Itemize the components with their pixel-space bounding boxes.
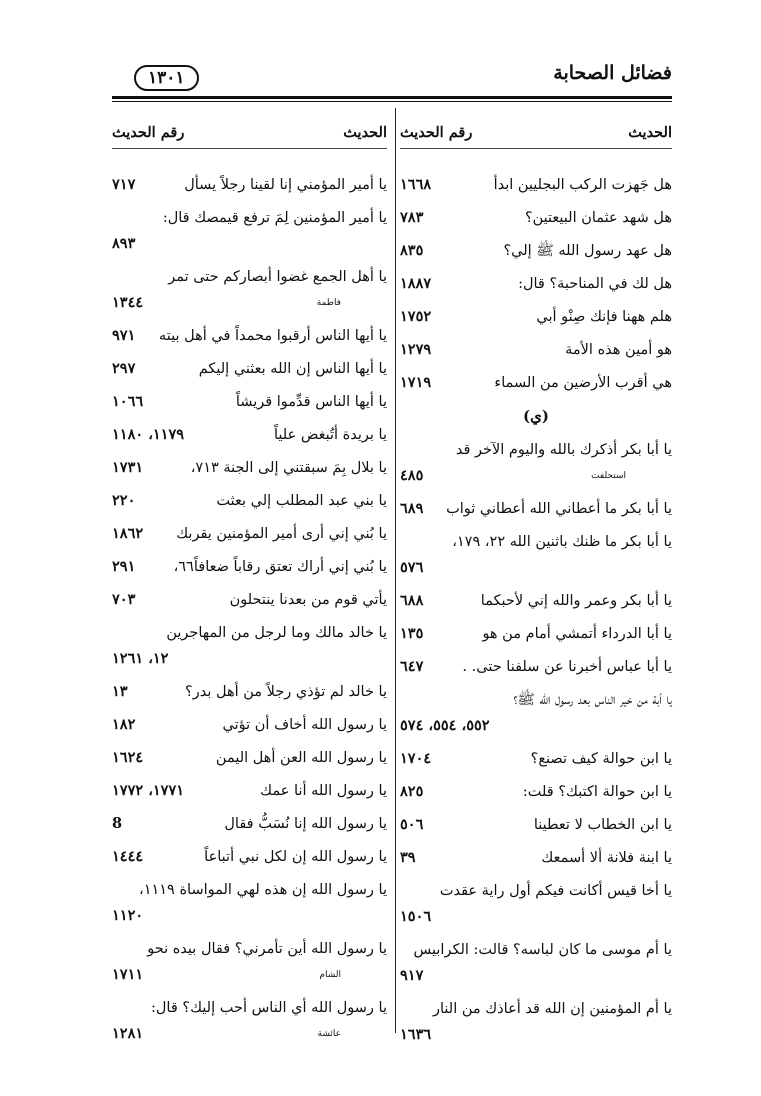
index-entry [400, 937, 672, 989]
index-entry [400, 238, 672, 264]
hadith-text: يا بلال بِمَ سبقتني إلى الجنة ٧١٣، [190, 460, 387, 476]
index-entry [112, 205, 387, 257]
hadith-number: ١٢٧٩ [400, 341, 432, 358]
hadith-text: يا رسول الله أخاف أن تؤتي [222, 717, 387, 733]
hadith-text: يا رسول الله أنا عمك [260, 783, 387, 799]
index-entry [400, 529, 672, 581]
index-column-right [400, 118, 672, 1055]
index-entry [112, 995, 387, 1047]
hadith-text: يا أبة من خير الناس بعد رسول الله ﷺ؟ [513, 692, 672, 708]
hadith-text: يا أهل الجمع غضوا أبصاركم حتى تمر [168, 269, 387, 285]
hadith-number: 8 [112, 815, 123, 832]
index-entry [112, 521, 387, 547]
hadith-text: يا رسول الله العن أهل اليمن [215, 750, 387, 766]
book-title: فضائل الصحابة [553, 62, 672, 84]
heading-number: رقم الحديث [112, 124, 185, 141]
hadith-text: يا رسول الله أين تأمرني؟ فقال بيده نحو [147, 941, 387, 957]
index-entry [400, 588, 672, 614]
heading-hadith: الحديث [343, 124, 387, 141]
hadith-text: هل جَهزت الركب البجليين ابدأ [493, 177, 672, 193]
hadith-number: ٧٠٣ [112, 591, 136, 608]
hadith-number: ٧١٧ [112, 176, 136, 193]
index-entry [112, 712, 387, 738]
hadith-number: ١٢، ١٢٦١ [112, 650, 169, 667]
hadith-text: هل شهد عثمان البيعتين؟ [524, 210, 672, 226]
index-entry [112, 554, 387, 580]
hadith-number: ١٧١٩ [400, 374, 432, 391]
hadith-number: ٣٩ [400, 849, 416, 866]
hadith-number: ١٢٨١ [112, 1025, 144, 1042]
hadith-text: يا ابن حوالة كيف تصنع؟ [530, 751, 672, 767]
hadith-text: يا أيها الناس قدِّموا قريشاً [235, 394, 387, 410]
hadith-text: يا رسول الله إنا نُسَبُّ فقال [224, 816, 387, 832]
index-entry [112, 587, 387, 613]
hadith-text: يا أيها الناس إن الله بعثني إليكم [198, 361, 387, 377]
hadith-number: ٥٧٦ [400, 559, 424, 576]
index-entry [400, 437, 672, 489]
index-entry [112, 172, 387, 198]
index-entry [400, 845, 672, 871]
column-header [112, 118, 387, 148]
entry-list [112, 172, 387, 1047]
index-entry [400, 878, 672, 930]
index-entry [400, 746, 672, 772]
index-entry [400, 812, 672, 838]
hadith-text: يأتي قوم من بعدنا ينتحلون [229, 592, 387, 608]
index-entry [112, 488, 387, 514]
hadith-text: يا أمير المؤمني إنا لقينا رجلاً يسأل [184, 177, 387, 193]
hadith-text: يا بُني إني أرى أمير المؤمنين يقربك [176, 526, 387, 542]
hadith-number: ٦٨٨ [400, 592, 424, 609]
hadith-text: هلم ههنا فإنك صِنْو أبي [536, 309, 672, 325]
section-letter: (ي) [523, 407, 549, 425]
index-entry [112, 936, 387, 988]
hadith-number: ١٧٣١ [112, 459, 144, 476]
hadith-text: يا خالد مالك وما لرجل من المهاجرين [166, 625, 387, 641]
hadith-number: ١٣ [112, 683, 128, 700]
column-header [400, 118, 672, 148]
hadith-number: ٢٩٧ [112, 360, 136, 377]
index-entry [400, 337, 672, 363]
hadith-text: يا أخا قيس أكانت فيكم أول راية عقدت [439, 883, 672, 899]
index-entry [112, 877, 387, 929]
hadith-number: ١٤٤٤ [112, 848, 144, 865]
hadith-number: ٨٢٥ [400, 783, 424, 800]
hadith-number: ٩١٧ [400, 967, 424, 984]
hadith-number: ١٨٦٢ [112, 525, 144, 542]
hadith-text: يا أبا بكر أذكرك بالله واليوم الآخر قد [455, 442, 672, 458]
hadith-number: ١٦٦٨ [400, 176, 432, 193]
hadith-text-continued: فاطمة [316, 298, 341, 308]
hadith-text: يا رسول الله إن لكل نبي أتباعاً [204, 849, 387, 865]
index-entry [112, 778, 387, 804]
running-header [112, 62, 672, 96]
index-entry [400, 370, 672, 396]
index-entry [112, 323, 387, 349]
hadith-number: ٤٨٥ [400, 467, 424, 484]
hadith-number: ١٦٣٦ [400, 1026, 432, 1043]
index-entry [112, 679, 387, 705]
hadith-number: ١٨٨٧ [400, 275, 432, 292]
page-number: ١٣٠١ [134, 65, 199, 91]
hadith-text: يا بني عبد المطلب إلي بعثت [216, 493, 387, 509]
hadith-number: ٢٢٠ [112, 492, 136, 509]
hadith-number: ١٧١١ [112, 966, 144, 983]
hadith-text: يا أبا الدرداء أتمشي أمام من هو [482, 626, 672, 642]
hadith-text-continued: استحلفت [591, 471, 626, 481]
index-entry [400, 496, 672, 522]
hadith-number: ١٣٥ [400, 625, 424, 642]
hadith-text: يا أيها الناس أرقبوا محمداً في أهل بيته [158, 328, 387, 344]
hadith-text-continued: عائشة [317, 1029, 341, 1039]
hadith-text-continued: الشام [319, 970, 341, 980]
index-entry [112, 264, 387, 316]
heading-number: رقم الحديث [400, 124, 473, 141]
heading-underline [112, 148, 387, 149]
hadith-text: يا خالد لم تؤذي رجلاً من أهل بدر؟ [185, 684, 387, 700]
index-entry [112, 389, 387, 415]
index-entry [400, 304, 672, 330]
hadith-number: ١٦٢٤ [112, 749, 144, 766]
hadith-text: يا ابنة فلانة ألا أسمعك [541, 850, 672, 866]
index-entry [400, 687, 672, 739]
index-column-left [112, 118, 387, 1054]
hadith-number: ١٧٥٢ [400, 308, 432, 325]
hadith-number: ٦٤٧ [400, 658, 424, 675]
hadith-number: ١٧٠٤ [400, 750, 432, 767]
hadith-number: ١٠٦٦ [112, 393, 144, 410]
hadith-text: يا رسول الله أي الناس أحب إليك؟ قال: [151, 1000, 387, 1016]
index-entry [112, 745, 387, 771]
hadith-text: يا ابن الخطاب لا تعطينا [533, 817, 672, 833]
heading-hadith: الحديث [628, 124, 672, 141]
hadith-text: يا أبا بكر وعمر والله إني لأحبكما [480, 593, 672, 609]
hadith-text: يا بُني إني أراك تعتق رقاباً ضعافاً٦٦، [173, 559, 387, 575]
index-entry [400, 654, 672, 680]
header-rule [112, 96, 672, 99]
hadith-text: يا أمير المؤمنين لِمَ ترفع قيمصك قال: [162, 210, 387, 226]
hadith-number: ٥٠٦ [400, 816, 424, 833]
hadith-number: ١٣٤٤ [112, 294, 144, 311]
index-entry [112, 455, 387, 481]
heading-underline [400, 148, 672, 149]
index-entry [112, 844, 387, 870]
hadith-text: هل لك في المناحبة؟ قال: [518, 276, 672, 292]
hadith-text: هل عهد رسول الله ﷺ إلي؟ [503, 243, 672, 259]
index-entry [400, 996, 672, 1048]
hadith-number: ٥٥٢، ٥٥٤، ٥٧٤ [400, 717, 490, 734]
hadith-number: ٨٩٣ [112, 235, 136, 252]
hadith-text: يا أم موسى ما كان لباسه؟ قالت: الكرابيس [413, 942, 672, 958]
hadith-text: يا رسول الله إن هذه لهي المواساة ١١١٩، [139, 882, 387, 898]
column-divider [395, 108, 396, 1033]
hadith-text: هو أمين هذه الأمة [565, 342, 672, 358]
hadith-text: يا بريدة أتُبغض علياً [273, 427, 387, 443]
hadith-number: ٧٨٣ [400, 209, 424, 226]
index-entry [112, 422, 387, 448]
hadith-number: ٨٣٥ [400, 242, 424, 259]
index-entry [400, 779, 672, 805]
index-entry [400, 271, 672, 297]
hadith-number: ١٥٠٦ [400, 908, 432, 925]
hadith-text: يا أبا بكر ما أعطاني الله أعطاني ثواب [446, 501, 672, 517]
index-entry [112, 811, 387, 837]
entry-list [400, 172, 672, 1048]
hadith-text: يا أبا بكر ما ظنك باثنين الله ٢٢، ١٧٩، [452, 534, 672, 550]
index-entry [400, 205, 672, 231]
index-entry [400, 621, 672, 647]
hadith-number: ١١٧٩، ١١٨٠ [112, 426, 185, 443]
hadith-number: ١٨٢ [112, 716, 136, 733]
index-entry [400, 172, 672, 198]
hadith-number: ٢٩١ [112, 558, 136, 575]
header-rule-thin [112, 101, 672, 102]
hadith-number: ٩٧١ [112, 327, 136, 344]
index-entry [112, 356, 387, 382]
hadith-text: يا أم المؤمنين إن الله قد أعاذك من النار [432, 1001, 672, 1017]
hadith-number: ٦٨٩ [400, 500, 424, 517]
hadith-text: يا أبا عباس أخبرنا عن سلفنا حتى. . [462, 659, 672, 675]
hadith-text: يا ابن حوالة اكتبك؟ قلت: [522, 784, 672, 800]
hadith-text: هي أقرب الأرضين من السماء [494, 375, 672, 391]
hadith-number: ١٧٧١، ١٧٧٢ [112, 782, 185, 799]
index-entry [112, 620, 387, 672]
hadith-number: ١١٢٠ [112, 907, 144, 924]
